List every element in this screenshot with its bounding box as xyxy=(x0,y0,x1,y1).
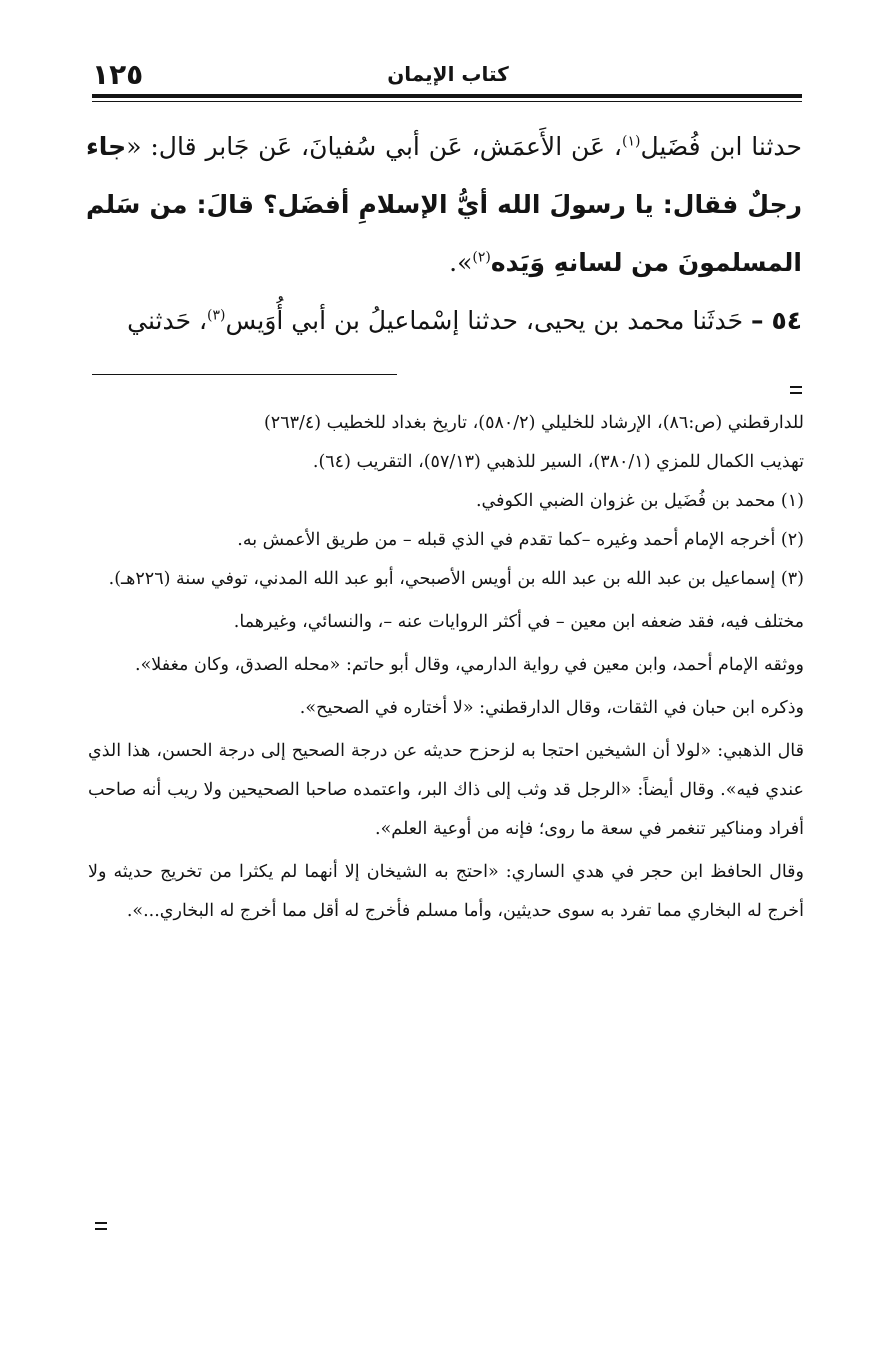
hadith-54-isnad-cont: ، حَدثني xyxy=(127,306,208,335)
page-header xyxy=(92,58,804,94)
header-rule-thin xyxy=(92,101,802,102)
footnote-2: (٢) أخرجه الإمام أحمد وغيره –كما تقدم في الذي قبله – من طريق الأعمش به. xyxy=(237,530,804,550)
footnote-ref-3: (٣) xyxy=(207,307,226,324)
footnote-paragraph: وذكره ابن حبان في الثقات، وقال الدارقطني: «لا أختاره في الصحيح». xyxy=(299,698,804,718)
hadith-53-isnad: حدثنا ابن فُضَيل xyxy=(640,132,802,161)
hadith-53-isnad-cont: ، عَن الأَعمَش، عَن أبي سُفيانَ، عَن جَابر قال: « xyxy=(126,132,622,161)
footnote-paragraph: ووثقه الإمام أحمد، وابن معين في رواية الدارمي، وقال أبو حاتم: «محله الصدق، وكان مغفلا». xyxy=(135,655,804,675)
footnote-paragraph: قال الذهبي: «لولا أن الشيخين احتجا به لزحزح حديثه عن درجة الصحيح إلى درجة الحسن، هذا الذي عندي فيه». وقال أيضاً: «الرجل قد وثب إلى ذاك البر، واعتمده صاحبا الصحيحين ولا ريب أنه صاحب أفراد ومناكير تنغمر في سعة ما روى؛ فإنه من أوعية العلم». xyxy=(88,741,804,839)
continuation-mark-top xyxy=(790,386,802,394)
hadith-54-isnad: حَدثَنا محمد بن يحيى، حدثنا إسْماعيلُ بن أبي أُوَيس xyxy=(225,306,744,335)
footnote-3: (٣) إسماعيل بن عبد الله بن عبد الله بن أويس الأصبحي، أبو عبد الله المدني، توفي سنة (٢٢٦هـ). xyxy=(108,569,804,589)
footnote-continuation-line: للدارقطني (ص:٨٦)، الإرشاد للخليلي (٥٨٠/٢)، تاريخ بغداد للخطيب (٢٦٣/٤) xyxy=(263,413,804,433)
footnote-1: (١) محمد بن فُضَيل بن غزوان الضبي الكوفي. xyxy=(475,491,804,511)
hadith-53-closing: ». xyxy=(449,248,473,277)
hadith-53-matn: جاء رجلٌ فقال: يا رسولَ الله أيُّ الإسلامِ أفضَل؟ قالَ: من سَلم المسلمونَ من لسانهِ وَيَده xyxy=(86,132,802,277)
footnote-paragraph: وقال الحافظ ابن حجر في هدي الساري: «احتج به الشيخان إلا أنهما لم يكثرا من تخريج حديثه ولا أخرج له البخاري مما تفرد به سوى حديثين، وأما مسلم فأخرج له أقل مما أخرج له البخاري...». xyxy=(88,862,804,921)
footnote-continuation-line: تهذيب الكمال للمزي (٣٨٠/١)، السير للذهبي (٥٧/١٣)، التقريب (٦٤). xyxy=(312,452,804,472)
footnote-ref-1: (١) xyxy=(621,133,641,150)
hadith-53 xyxy=(86,118,802,292)
page-number: ١٢٥ xyxy=(92,58,144,91)
running-title: كتاب الإيمان xyxy=(387,62,509,86)
hadith-54 xyxy=(86,292,802,350)
hadith-number: ٥٤ xyxy=(771,306,802,335)
footnote-paragraph: مختلف فيه، فقد ضعفه ابن معين – في أكثر الروايات عنه –، والنسائي، وغيرهما. xyxy=(233,612,804,632)
main-text xyxy=(86,118,802,350)
footnote-separator xyxy=(92,374,397,375)
hadith-dash: – xyxy=(751,306,764,335)
header-rule-thick xyxy=(92,94,802,98)
footnotes xyxy=(88,404,804,931)
footnote-ref-2: (٢) xyxy=(472,249,491,266)
continuation-mark-bottom xyxy=(95,1222,107,1230)
